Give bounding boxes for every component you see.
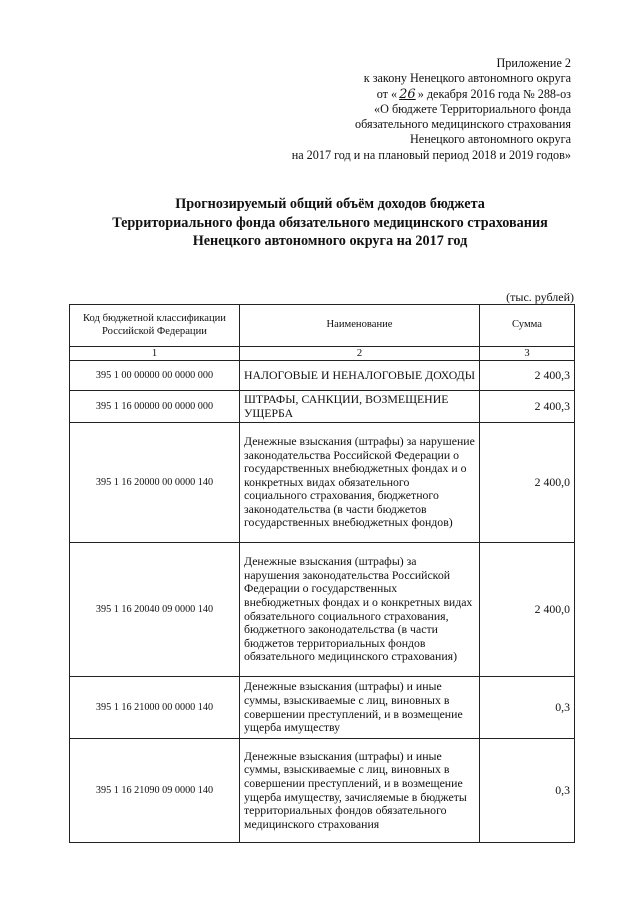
row-code: 395 1 16 20000 00 0000 140 <box>70 423 240 543</box>
date-prefix: от « <box>376 86 398 101</box>
document-title <box>60 195 600 251</box>
title-line-1: Прогнозируемый общий объём доходов бюджета <box>175 196 485 212</box>
row-sum: 0,3 <box>480 677 575 739</box>
row-name: Денежные взыскания (штрафы) и иные суммы, взыскиваемые с лиц, виновных в совершении преступлений, и в возмещение ущерба имуществу, зачисляемые в бюджеты территориальных фондов обязательного медицинского страхования <box>240 739 480 843</box>
title-line-3: Ненецкого автономного округа на 2017 год <box>192 233 468 249</box>
header-code: Код бюджетной классификации Российской Федерации <box>70 305 240 347</box>
title-line-2: Территориального фонда обязательного медицинского страхования <box>112 214 548 231</box>
table-row <box>70 423 575 543</box>
revenue-table <box>69 304 575 843</box>
row-sum: 2 400,3 <box>480 361 575 391</box>
row-code: 395 1 00 00000 00 0000 000 <box>70 361 240 391</box>
table-row <box>70 391 575 423</box>
row-name: Денежные взыскания (штрафы) за нарушение законодательства Российской Федерации о государственных внебюджетных фондах и о конкретных видах обязательного социального страхования, бюджетного законодательства (в части бюджетов государственных внебюджетных фондов) <box>240 423 480 543</box>
table-row <box>70 543 575 677</box>
row-name: Денежные взыскания (штрафы) и иные суммы, взыскиваемые с лиц, виновных в совершении преступлений, и в возмещение ущерба имуществу <box>240 677 480 739</box>
column-number-row <box>70 347 575 361</box>
row-name: Денежные взыскания (штрафы) за нарушения законодательства Российской Федерации о государственных внебюджетных фондах и о конкретных видах обязательного социального страхования, бюджетного законодательства (в части бюджетов территориальных фондов обязательного медицинского страхования) <box>240 543 480 677</box>
appendix-law-reference: к закону Ненецкого автономного округа <box>363 71 571 86</box>
column-number: 3 <box>480 347 575 361</box>
row-sum: 2 400,3 <box>480 391 575 423</box>
row-sum: 2 400,0 <box>480 423 575 543</box>
row-code: 395 1 16 21090 09 0000 140 <box>70 739 240 843</box>
date-suffix: » декабря 2016 года № 288-оз <box>417 86 571 101</box>
column-number: 2 <box>240 347 480 361</box>
table-row <box>70 739 575 843</box>
header-name: Наименование <box>240 305 480 347</box>
row-code: 395 1 16 21000 00 0000 140 <box>70 677 240 739</box>
appendix-number: Приложение 2 <box>496 56 571 70</box>
units-label: (тыс. рублей) <box>506 290 574 304</box>
row-code: 395 1 16 00000 00 0000 000 <box>70 391 240 423</box>
row-code: 395 1 16 20040 09 0000 140 <box>70 543 240 677</box>
appendix-header <box>211 56 571 163</box>
row-sum: 0,3 <box>480 739 575 843</box>
row-sum: 2 400,0 <box>480 543 575 677</box>
appendix-date-line <box>211 87 571 102</box>
header-sum: Сумма <box>480 305 575 347</box>
table-header-row <box>70 305 575 347</box>
column-number: 1 <box>70 347 240 361</box>
date-day-handwritten: 26 <box>399 86 416 102</box>
row-name: НАЛОГОВЫЕ И НЕНАЛОГОВЫЕ ДОХОДЫ <box>240 361 480 391</box>
law-title-line-2: обязательного медицинского страхования <box>355 117 571 132</box>
row-name: ШТРАФЫ, САНКЦИИ, ВОЗМЕЩЕНИЕ УЩЕРБА <box>240 391 480 423</box>
law-title-line-4: на 2017 год и на плановый период 2018 и 2019 годов» <box>291 147 571 162</box>
law-title-line-1: «О бюджете Территориального фонда <box>374 101 571 116</box>
table-row <box>70 677 575 739</box>
table-row <box>70 361 575 391</box>
law-title-line-3: Ненецкого автономного округа <box>409 132 571 147</box>
